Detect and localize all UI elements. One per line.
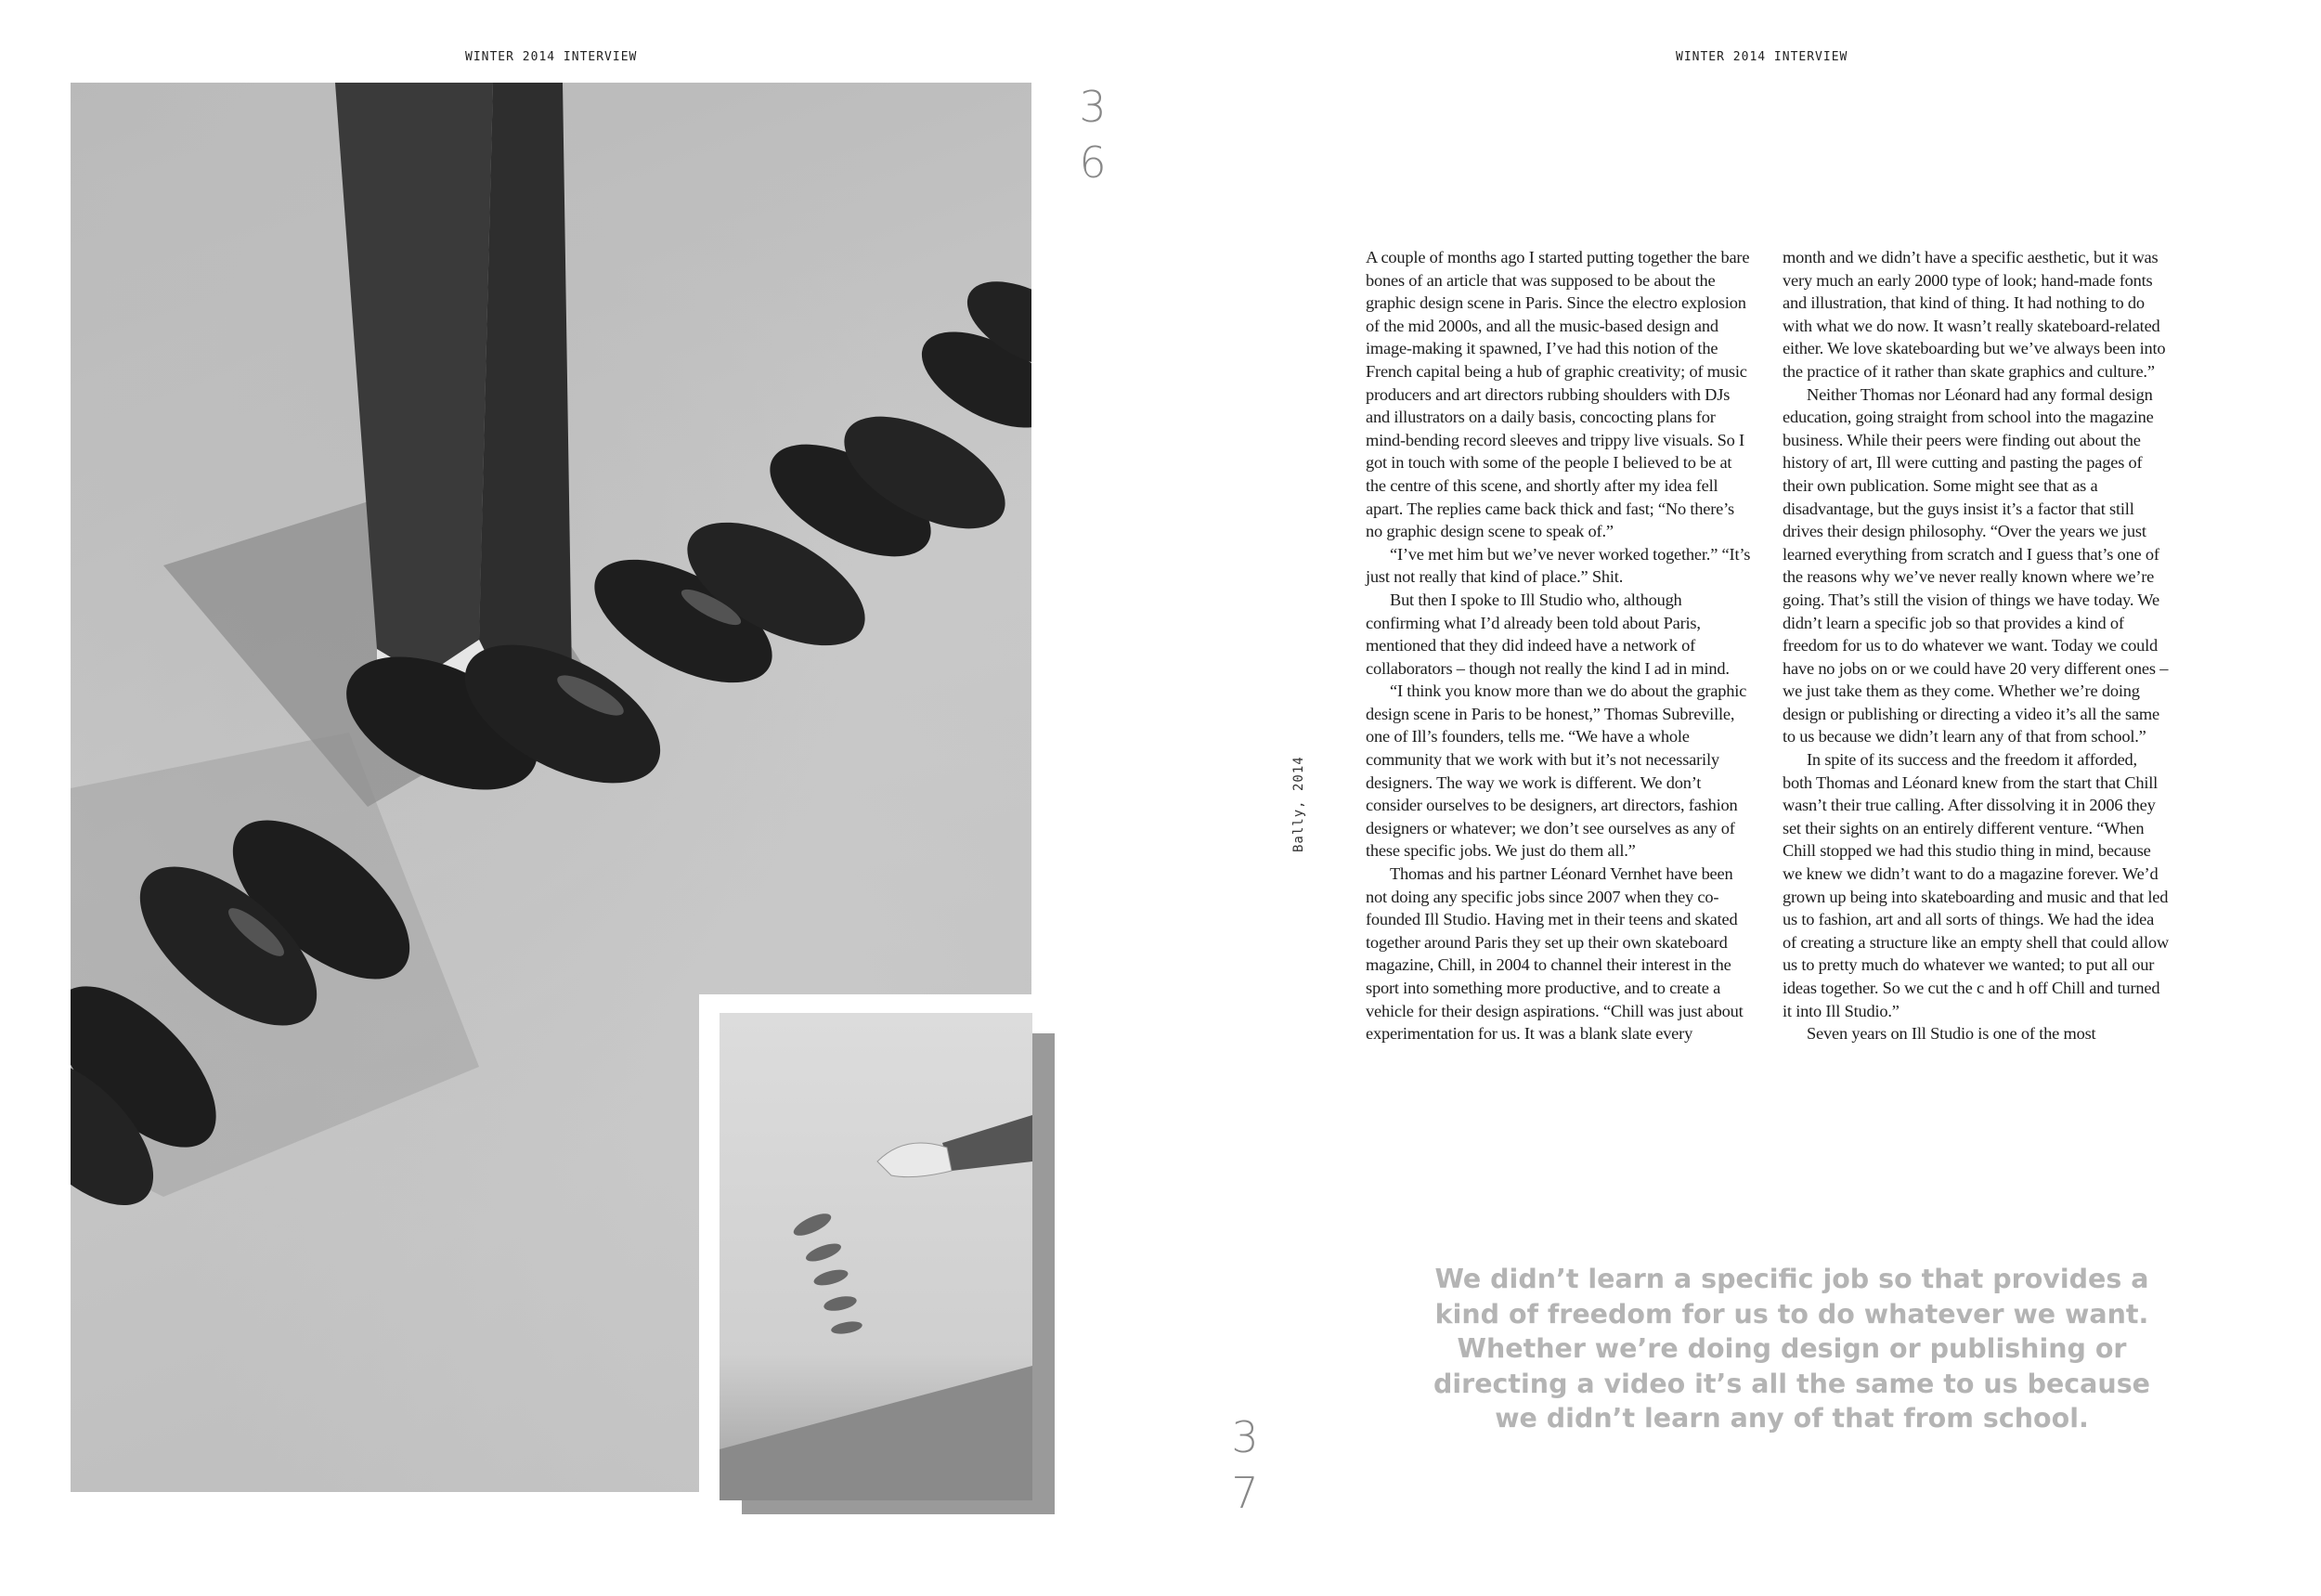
body-column-2	[1783, 246, 2171, 1045]
inset-photo-frame	[699, 994, 1032, 1500]
page-number-digit: 6	[1079, 137, 1107, 188]
left-page-number	[1074, 79, 1111, 190]
page-number-digit: 3	[1231, 1412, 1259, 1462]
paragraph: Seven years on Ill Studio is one of the most	[1807, 1024, 2096, 1044]
paragraph: Thomas and his partner Léonard Vernhet have been not doing any specific jobs since 2007 when they co-founded Ill Studio. Having met in their teens and skated together around Paris they set up their own skateboard magazine, Chill, in 2004 to channel their interest in the sport into something more productive, and to create a vehicle for their design aspirations. “Chill was just about experimentation for us. It was a blank slate every	[1366, 864, 1744, 1044]
paragraph: month and we didn’t have a specific aesthetic, but it was very much an early 2000 type of look; hand-made fonts and illustration, that kind of thing. It had nothing to do with what we do now. It wasn’t really skateboard-related either. We love skateboarding but we’ve always been into the practice of it rather than skate graphics and culture.”	[1783, 248, 2166, 381]
right-page-number	[1226, 1409, 1264, 1521]
paragraph: “I think you know more than we do about the graphic design scene in Paris to be honest,” Thomas Subreville, one of Ill’s founders, tells me. “We have a whole community that we work with but it’s not necessarily designers. The way we work is different. We don’t consider ourselves to be designers, art directors, fashion designers or whatever; we don’t see ourselves as any of these specific jobs. We just do them all.”	[1366, 681, 1747, 861]
paragraph: But then I spoke to Ill Studio who, although confirming what I’d already been told about Paris, mentioned that they did indeed have a network of collaborators – though not really the kind I ad in mind.	[1366, 590, 1730, 678]
inset-photo	[720, 1013, 1032, 1500]
hand-photo-illustration	[720, 1013, 1032, 1500]
right-running-head: WINTER 2014 INTERVIEW	[1676, 50, 1848, 64]
paragraph: “I’ve met him but we’ve never worked together.” “It’s just not really that kind of place.” Shit.	[1366, 544, 1751, 587]
paragraph: Neither Thomas nor Léonard had any formal design education, going straight from school into the magazine business. While their peers were finding out about the history of art, Ill were cutting and pasting the pages of their own publication. Some might see that as a disadvantage, but the guys insist it’s a factor that still drives their design philosophy. “Over the years we just learned everything from scratch and I guess that’s one of the reasons why we’ve never really known where we’re going. That’s still the vision of things we have today. We didn’t learn a specific job so that provides a kind of freedom for us to do whatever we want. Today we could have no jobs on or we could have 20 very different ones – we just take them as they come. Whether we’re doing design or publishing or directing a video it’s all the same to us because we didn’t learn any of that from school.”	[1783, 384, 2169, 746]
body-column-1	[1366, 246, 1754, 1045]
paragraph: In spite of its success and the freedom it afforded, both Thomas and Léonard knew from the start that Chill wasn’t their true calling. After dissolving it in 2006 they set their sights on an entirely different venture. “When Chill stopped we had this studio thing in mind, because we knew we didn’t want to do a magazine forever. We’d grown up being into skateboarding and music and that led us to fashion, art and all sorts of things. We had the idea of creating a structure like an empty shell that could allow us to pretty much do whatever we wanted; to put all our ideas together. So we cut the c and h off Chill and turned it into Ill Studio.”	[1783, 750, 2169, 1020]
page-number-digit: 7	[1231, 1468, 1259, 1518]
page-number-digit: 3	[1079, 82, 1107, 132]
paragraph: A couple of months ago I started putting together the bare bones of an article that was supposed to be about the graphic design scene in Paris. Since the electro explosion of the mid 2000s, and all the music-based design and image-making it spawned, I’ve had this notion of the French capital being a hub of graphic creativity; of music producers and art directors rubbing shoulders with DJs and illustrators on a daily basis, concocting plans for mind-bending record sleeves and trippy live visuals. So I got in touch with some of the people I believed to be at the centre of this scene, and shortly after my idea fell apart. The replies came back thick and fast; “No there’s no graphic design scene to speak of.”	[1366, 248, 1750, 541]
left-running-head: WINTER 2014 INTERVIEW	[465, 50, 638, 64]
pull-quote: We didn’t learn a specific job so that provides a kind of freedom for us to do whatever we want. Whether we’re doing design or publishing or directing a video it’s all the same to us because we didn’t learn any of that from school.	[1433, 1264, 2151, 1434]
photo-credit: Bally, 2014	[1291, 756, 1306, 852]
